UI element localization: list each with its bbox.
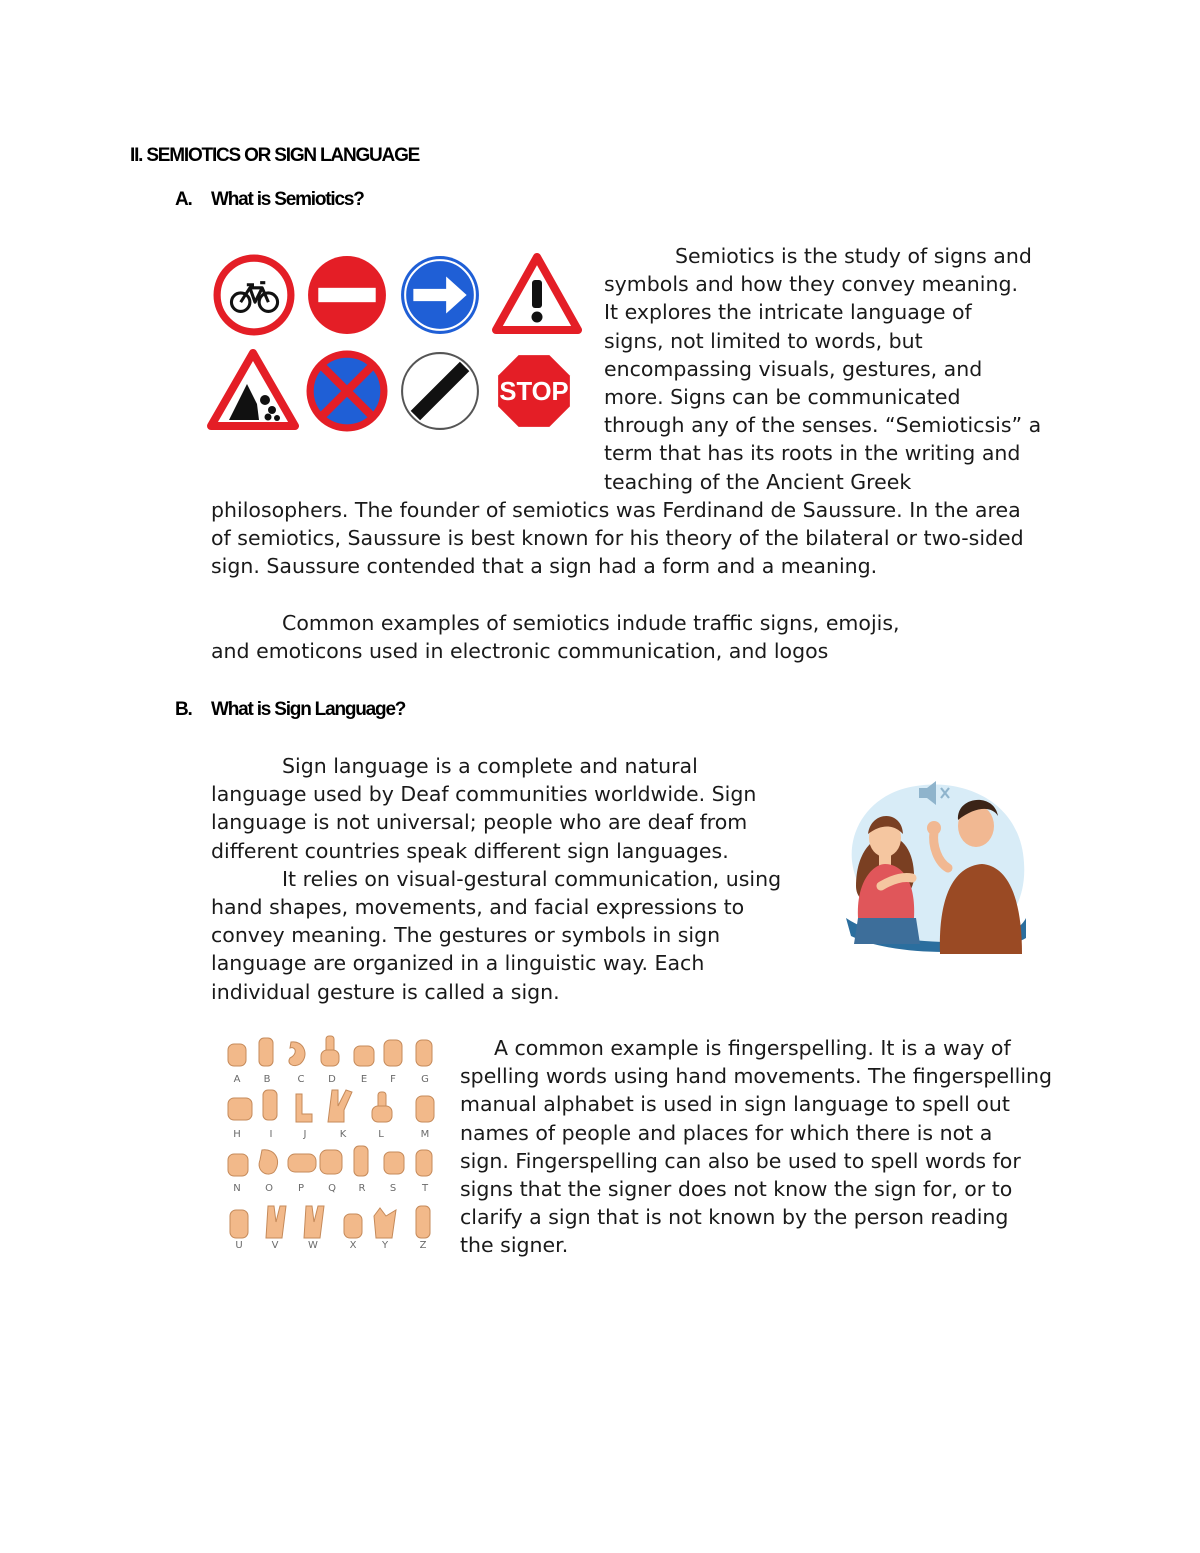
turn-right-sign-icon — [399, 254, 481, 336]
text-line: sign. Saussure contended that a sign had a form and a meaning. — [211, 554, 878, 579]
letter-o: O — [265, 1183, 273, 1194]
text-line: hand shapes, movements, and facial expressions to — [211, 895, 745, 920]
letter-u: U — [235, 1240, 243, 1251]
hand-signs-icon — [220, 1030, 440, 1255]
semiotics-intro-paragraph — [604, 242, 1074, 496]
text-line: language is not universal; people who are deaf from — [211, 810, 748, 835]
letter-h: H — [233, 1129, 241, 1140]
letter-w: W — [308, 1240, 318, 1251]
text-line: It explores the intricate language of — [604, 300, 972, 325]
text-line: Semiotics is the study of signs and — [675, 244, 1032, 268]
text-line: teaching of the Ancient Greek — [604, 469, 912, 494]
stop-sign-icon — [493, 350, 575, 432]
text-line: names of people and places for which there is not a — [460, 1120, 993, 1145]
letter-m: M — [420, 1129, 430, 1140]
subheading-b-letter: B. — [175, 699, 192, 720]
letter-n: N — [233, 1183, 241, 1194]
letter-i: I — [269, 1129, 273, 1140]
text-line: term that has its roots in the writing and — [604, 441, 1021, 466]
text-line: A common example is fingerspelling. It is a way of — [494, 1036, 1011, 1060]
stop-sign-label: STOP — [499, 378, 569, 407]
letter-s: S — [389, 1183, 397, 1194]
letter-r: R — [358, 1183, 366, 1194]
no-entry-sign-icon — [306, 254, 388, 336]
letter-j: J — [303, 1129, 307, 1140]
subheading-b-title: What is Sign Language? — [211, 699, 406, 720]
letter-k: K — [339, 1129, 347, 1140]
letter-y: Y — [381, 1240, 389, 1251]
letter-p: P — [297, 1183, 305, 1194]
semiotics-saussure-paragraph — [211, 496, 1081, 581]
text-line: manual alphabet is used in sign language to spell out — [460, 1092, 1010, 1117]
text-line: through any of the senses. “Semioticsis” a — [604, 413, 1042, 438]
text-line: individual gesture is called a sign. — [211, 979, 560, 1004]
text-line: different countries speak different sign languages. — [211, 838, 729, 863]
letter-x: X — [349, 1240, 357, 1251]
text-line: Sign language is a complete and natural — [282, 754, 698, 778]
no-bicycles-sign-icon — [213, 254, 295, 336]
letter-b: B — [263, 1074, 271, 1085]
sign-language-paragraph — [211, 752, 811, 1006]
subheading-a-title: What is Semiotics? — [211, 189, 364, 210]
sign-language-illustration — [836, 768, 1032, 958]
letter-q: Q — [328, 1183, 336, 1194]
text-line: language are organized in a linguistic way. Each — [211, 951, 705, 976]
text-line: of semiotics, Saussure is best known for his theory of the bilateral or two-sided — [211, 526, 1024, 551]
text-line: symbols and how they convey meaning. — [604, 272, 1018, 297]
text-line: It relies on visual-gestural communication, using — [282, 866, 782, 891]
text-line: more. Signs can be communicated — [604, 385, 961, 410]
end-restriction-sign-icon — [399, 350, 481, 432]
text-line: clarify a sign that is not known by the person reading — [460, 1205, 1009, 1230]
letter-f: F — [390, 1074, 396, 1085]
section-title: II. SEMIOTICS OR SIGN LANGUAGE — [130, 145, 420, 166]
letter-t: T — [421, 1183, 429, 1194]
text-line: encompassing visuals, gestures, and — [604, 356, 983, 381]
letter-d: D — [328, 1074, 336, 1085]
text-line: signs, not limited to words, but — [604, 328, 923, 353]
fingerspelling-alphabet-chart — [220, 1030, 440, 1255]
letter-v: V — [271, 1240, 279, 1251]
subheading-a-letter: A. — [175, 189, 192, 210]
no-stopping-sign-icon — [306, 350, 388, 432]
text-line: sign. Fingerspelling can also be used to spell words for — [460, 1148, 1021, 1173]
text-line: convey meaning. The gestures or symbols in sign — [211, 923, 721, 948]
text-line: signs that the signer does not know the sign for, or to — [460, 1177, 1013, 1202]
traffic-signs-image — [205, 250, 585, 435]
fingerspelling-paragraph — [460, 1034, 1080, 1260]
text-line: Common examples of semiotics indude traffic signs, emojis, — [282, 611, 900, 635]
text-line: and emoticons used in electronic communication, and logos — [211, 639, 829, 664]
letter-a: A — [233, 1074, 241, 1085]
text-line: philosophers. The founder of semiotics was Ferdinand de Saussure. In the area — [211, 498, 1021, 522]
text-line: language used by Deaf communities worldwide. Sign — [211, 782, 757, 807]
text-line: the signer. — [460, 1233, 569, 1258]
letter-z: Z — [419, 1240, 427, 1251]
letter-l: L — [378, 1129, 384, 1140]
text-line: spelling words using hand movements. The fingerspelling — [460, 1064, 1053, 1089]
letter-e: E — [360, 1074, 368, 1085]
warning-sign-icon — [492, 252, 582, 336]
semiotics-examples-paragraph — [211, 609, 1081, 665]
letter-c: C — [297, 1074, 305, 1085]
letter-g: G — [421, 1074, 429, 1085]
falling-rocks-sign-icon — [207, 348, 299, 432]
